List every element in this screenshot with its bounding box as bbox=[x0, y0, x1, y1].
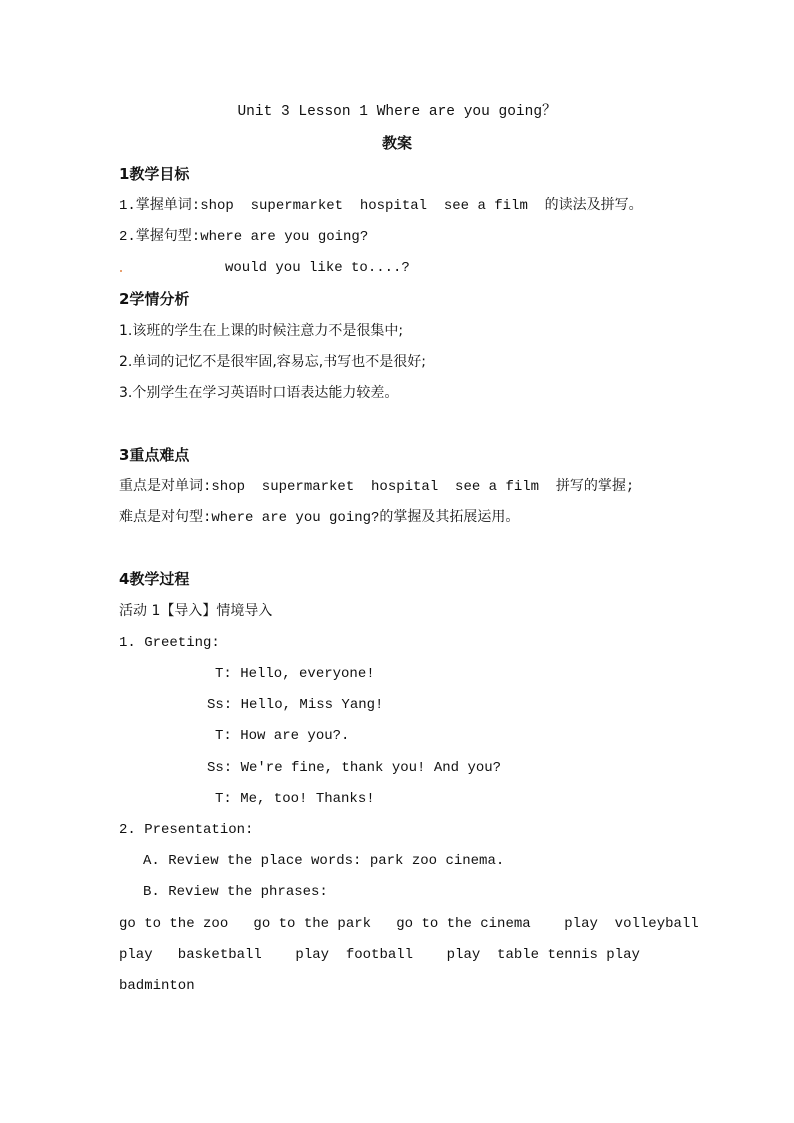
keypoints-line-1: 重点是对单词:shop supermarket hospital see a film 拼写的掌握; bbox=[119, 479, 635, 495]
analysis-line-3: 3.个别学生在学习英语时口语表达能力较差。 bbox=[119, 385, 399, 401]
dialogue-line: T: How are you?. bbox=[215, 728, 350, 744]
dialogue-line: Ss: We're fine, thank you! And you? bbox=[207, 760, 502, 776]
goals-line-2: 2.掌握句型:where are you going? bbox=[119, 229, 369, 245]
section-heading-goals: 1教学目标 bbox=[119, 165, 190, 183]
section-heading-analysis: 2学情分析 bbox=[119, 290, 190, 308]
activity-title: 活动 1【导入】情境导入 bbox=[119, 603, 273, 619]
goals-line-3: would you like to....? bbox=[225, 260, 410, 276]
review-a: A. Review the place words: park zoo cinema. bbox=[143, 853, 505, 869]
review-b: B. Review the phrases: bbox=[143, 884, 328, 900]
section-heading-process: 4教学过程 bbox=[119, 570, 190, 588]
page-title: Unit 3 Lesson 1 Where are you going？ bbox=[237, 104, 557, 120]
section-heading-keypoints: 3重点难点 bbox=[119, 446, 190, 464]
dialogue-line: Ss: Hello, Miss Yang! bbox=[207, 697, 384, 713]
phrases-line-1: go to the zoo go to the park go to the cinema play volleyball bbox=[119, 916, 699, 932]
presentation-label: 2. Presentation: bbox=[119, 822, 254, 838]
dialogue-line: T: Hello, everyone! bbox=[215, 666, 375, 682]
keypoints-line-2: 难点是对句型:where are you going?的掌握及其拓展运用。 bbox=[119, 510, 520, 526]
analysis-line-2: 2.单词的记忆不是很牢固,容易忘,书写也不是很好; bbox=[119, 354, 426, 370]
page-subtitle: 教案 bbox=[381, 134, 412, 152]
phrases-line-2: play basketball play football play table tennis play bbox=[119, 947, 640, 963]
greeting-label: 1. Greeting: bbox=[119, 635, 220, 651]
stray-mark bbox=[120, 270, 122, 272]
dialogue-line: T: Me, too! Thanks! bbox=[215, 791, 375, 807]
analysis-line-1: 1.该班的学生在上课的时候注意力不是很集中; bbox=[119, 323, 404, 339]
goals-line-1: 1.掌握单词:shop supermarket hospital see a film 的读法及拼写。 bbox=[119, 198, 643, 214]
phrases-line-3: badminton bbox=[119, 978, 195, 994]
